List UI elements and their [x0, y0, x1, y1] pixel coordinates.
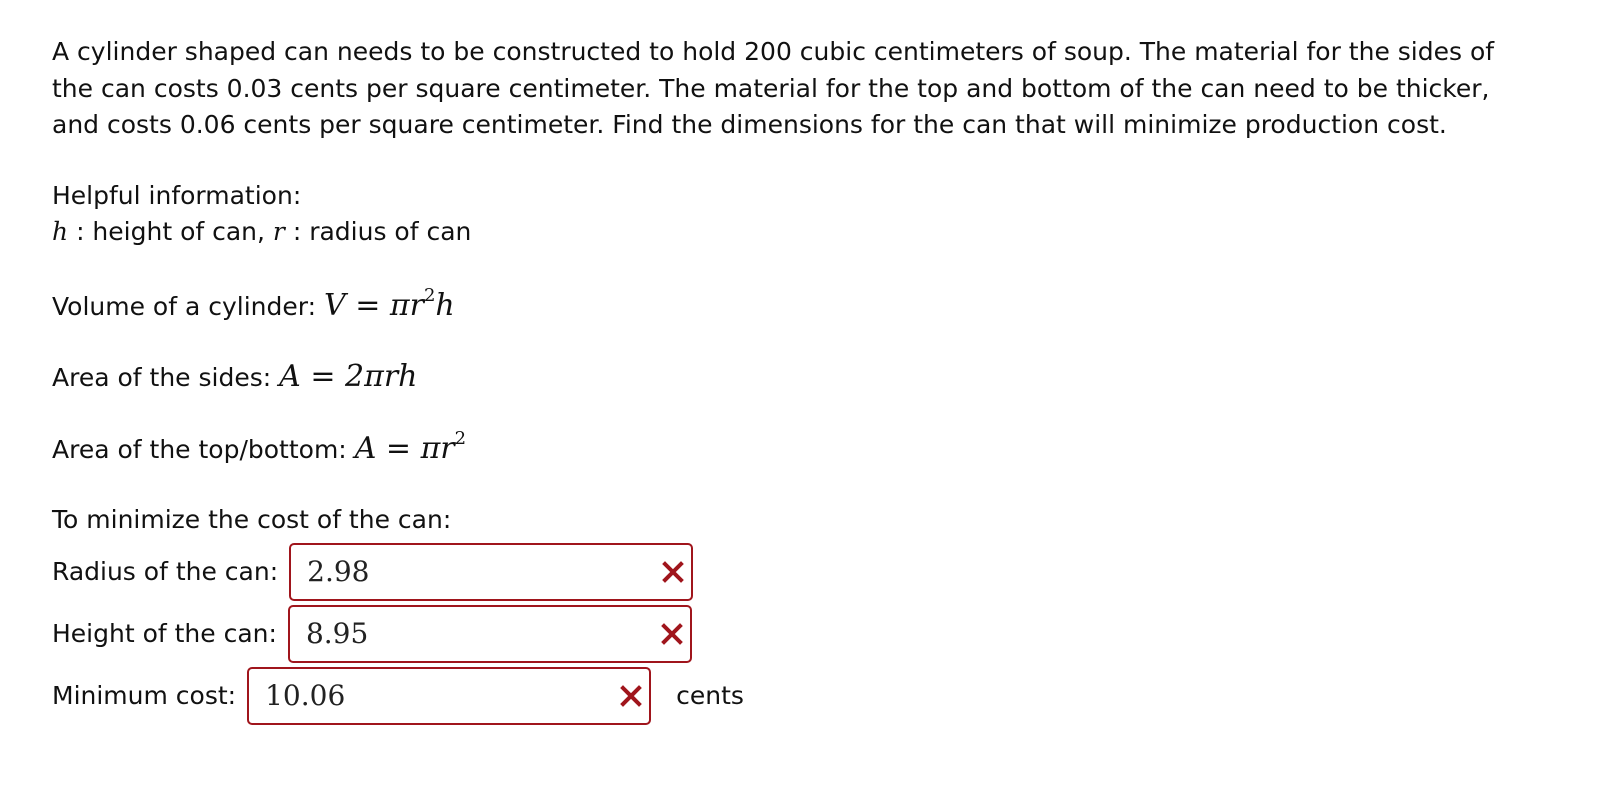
cost-row	[52, 667, 1552, 725]
radius-value: 2.98	[307, 555, 370, 588]
x-mark-icon	[661, 560, 685, 584]
helpful-title: Helpful information:	[52, 180, 302, 210]
top-bottom-exponent: 2	[454, 427, 467, 449]
x-mark-icon	[660, 622, 684, 646]
cost-value: 10.06	[265, 679, 346, 712]
radius-input[interactable]	[289, 543, 693, 601]
sides-label: Area of the sides:	[52, 362, 272, 392]
volume-exponent: 2	[423, 284, 436, 306]
radius-row	[52, 543, 1552, 601]
problem-page	[52, 34, 1552, 725]
h-description: : height of can,	[76, 217, 265, 246]
helpful-information	[52, 178, 1552, 251]
top-bottom-lhs: A	[354, 430, 377, 466]
top-bottom-rhs: πr	[420, 430, 455, 466]
sides-formula	[52, 359, 1552, 396]
r-variable: r	[272, 217, 285, 246]
r-description: : radius of can	[292, 217, 472, 246]
volume-formula	[52, 284, 1552, 325]
volume-tail: h	[435, 287, 455, 323]
volume-lhs: V	[323, 287, 346, 323]
top-bottom-label: Area of the top/bottom:	[52, 434, 347, 464]
cost-label: Minimum cost:	[52, 681, 237, 710]
x-mark-icon	[619, 684, 643, 708]
radius-label: Radius of the can:	[52, 557, 279, 586]
variable-definitions	[52, 214, 1552, 251]
minimize-title: To minimize the cost of the can:	[52, 504, 452, 534]
sides-equation: A = 2πrh	[279, 358, 418, 394]
height-value: 8.95	[305, 617, 369, 650]
sides-rhs: 2πrh	[345, 358, 418, 394]
sides-lhs: A	[279, 358, 301, 394]
cost-input[interactable]	[247, 667, 651, 725]
cost-unit: cents	[676, 681, 744, 710]
volume-rhs: πr	[389, 287, 424, 323]
volume-label: Volume of a cylinder:	[52, 291, 317, 321]
top-bottom-formula	[52, 427, 1552, 468]
height-row	[52, 605, 1552, 663]
problem-statement: A cylinder shaped can needs to be constructed to hold 200 cubic centimeters of soup. The material for the sides of the can costs 0.03 cents per square centimeter. The material for the top and bottom of the can need to be thicker, and costs 0.06 cents per square centimeter. Find the dimensions for the can that will minimize production cost.	[52, 37, 1495, 139]
volume-equation: $V = \pi r^2h$	[323, 284, 455, 323]
height-label: Height of the can:	[52, 619, 277, 648]
top-bottom-equation: $A = \pi r^2$	[354, 427, 467, 466]
h-variable: h	[52, 217, 69, 246]
height-input[interactable]	[288, 605, 692, 663]
